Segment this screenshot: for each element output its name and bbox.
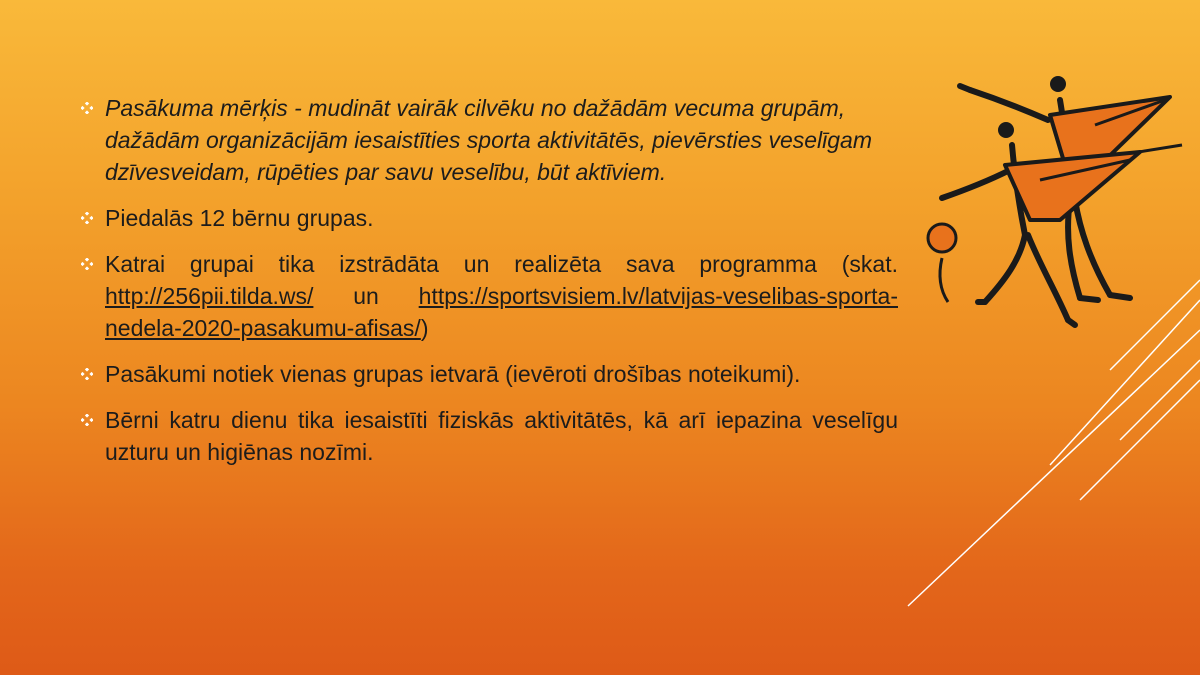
diamond-bullet-icon — [78, 92, 96, 124]
bullet-text-before: Katrai grupai tika izstrādāta un realizēta sava programma (skat. — [105, 251, 898, 277]
bullet-text-middle: un — [313, 283, 419, 309]
bullet-list — [78, 92, 898, 482]
diamond-bullet-icon — [78, 404, 96, 436]
diamond-bullet-icon — [78, 358, 96, 390]
bullet-item-goal — [78, 92, 898, 188]
link-tilda[interactable]: http://256pii.tilda.ws/ — [105, 283, 314, 309]
bullet-item-groups — [78, 202, 898, 234]
bullet-text: Piedalās 12 bērnu grupas. — [105, 205, 374, 231]
diamond-bullet-icon — [78, 248, 96, 280]
link-sportsvisiem[interactable]: https://sportsvisiem.lv/latvijas-veselibas-sporta-nedela-2020-pasakumu-afisas/ — [105, 283, 898, 341]
bullet-item-program — [78, 248, 898, 344]
bullet-item-safety — [78, 358, 898, 390]
bullet-text: Bērni katru dienu tika iesaistīti fiziskās aktivitātēs, kā arī iepazina veselīgu uzturu un higiēnas nozīmi. — [105, 407, 898, 465]
bullet-item-activities — [78, 404, 898, 468]
decorative-lines — [890, 270, 1200, 610]
bullet-text: Pasākumi notiek vienas grupas ietvarā (ievēroti drošības noteikumi). — [105, 361, 801, 387]
bullet-text-after: ) — [420, 315, 429, 341]
bullet-text: Pasākuma mērķis - mudināt vairāk cilvēku no dažādām vecuma grupām, dažādām organizācijām iesaistīties sporta aktivitātēs, pievērsties veselīgam dzīvesveidam, rūpēties par savu veselību, būt aktīviem. — [105, 95, 873, 185]
diamond-bullet-icon — [78, 202, 96, 234]
